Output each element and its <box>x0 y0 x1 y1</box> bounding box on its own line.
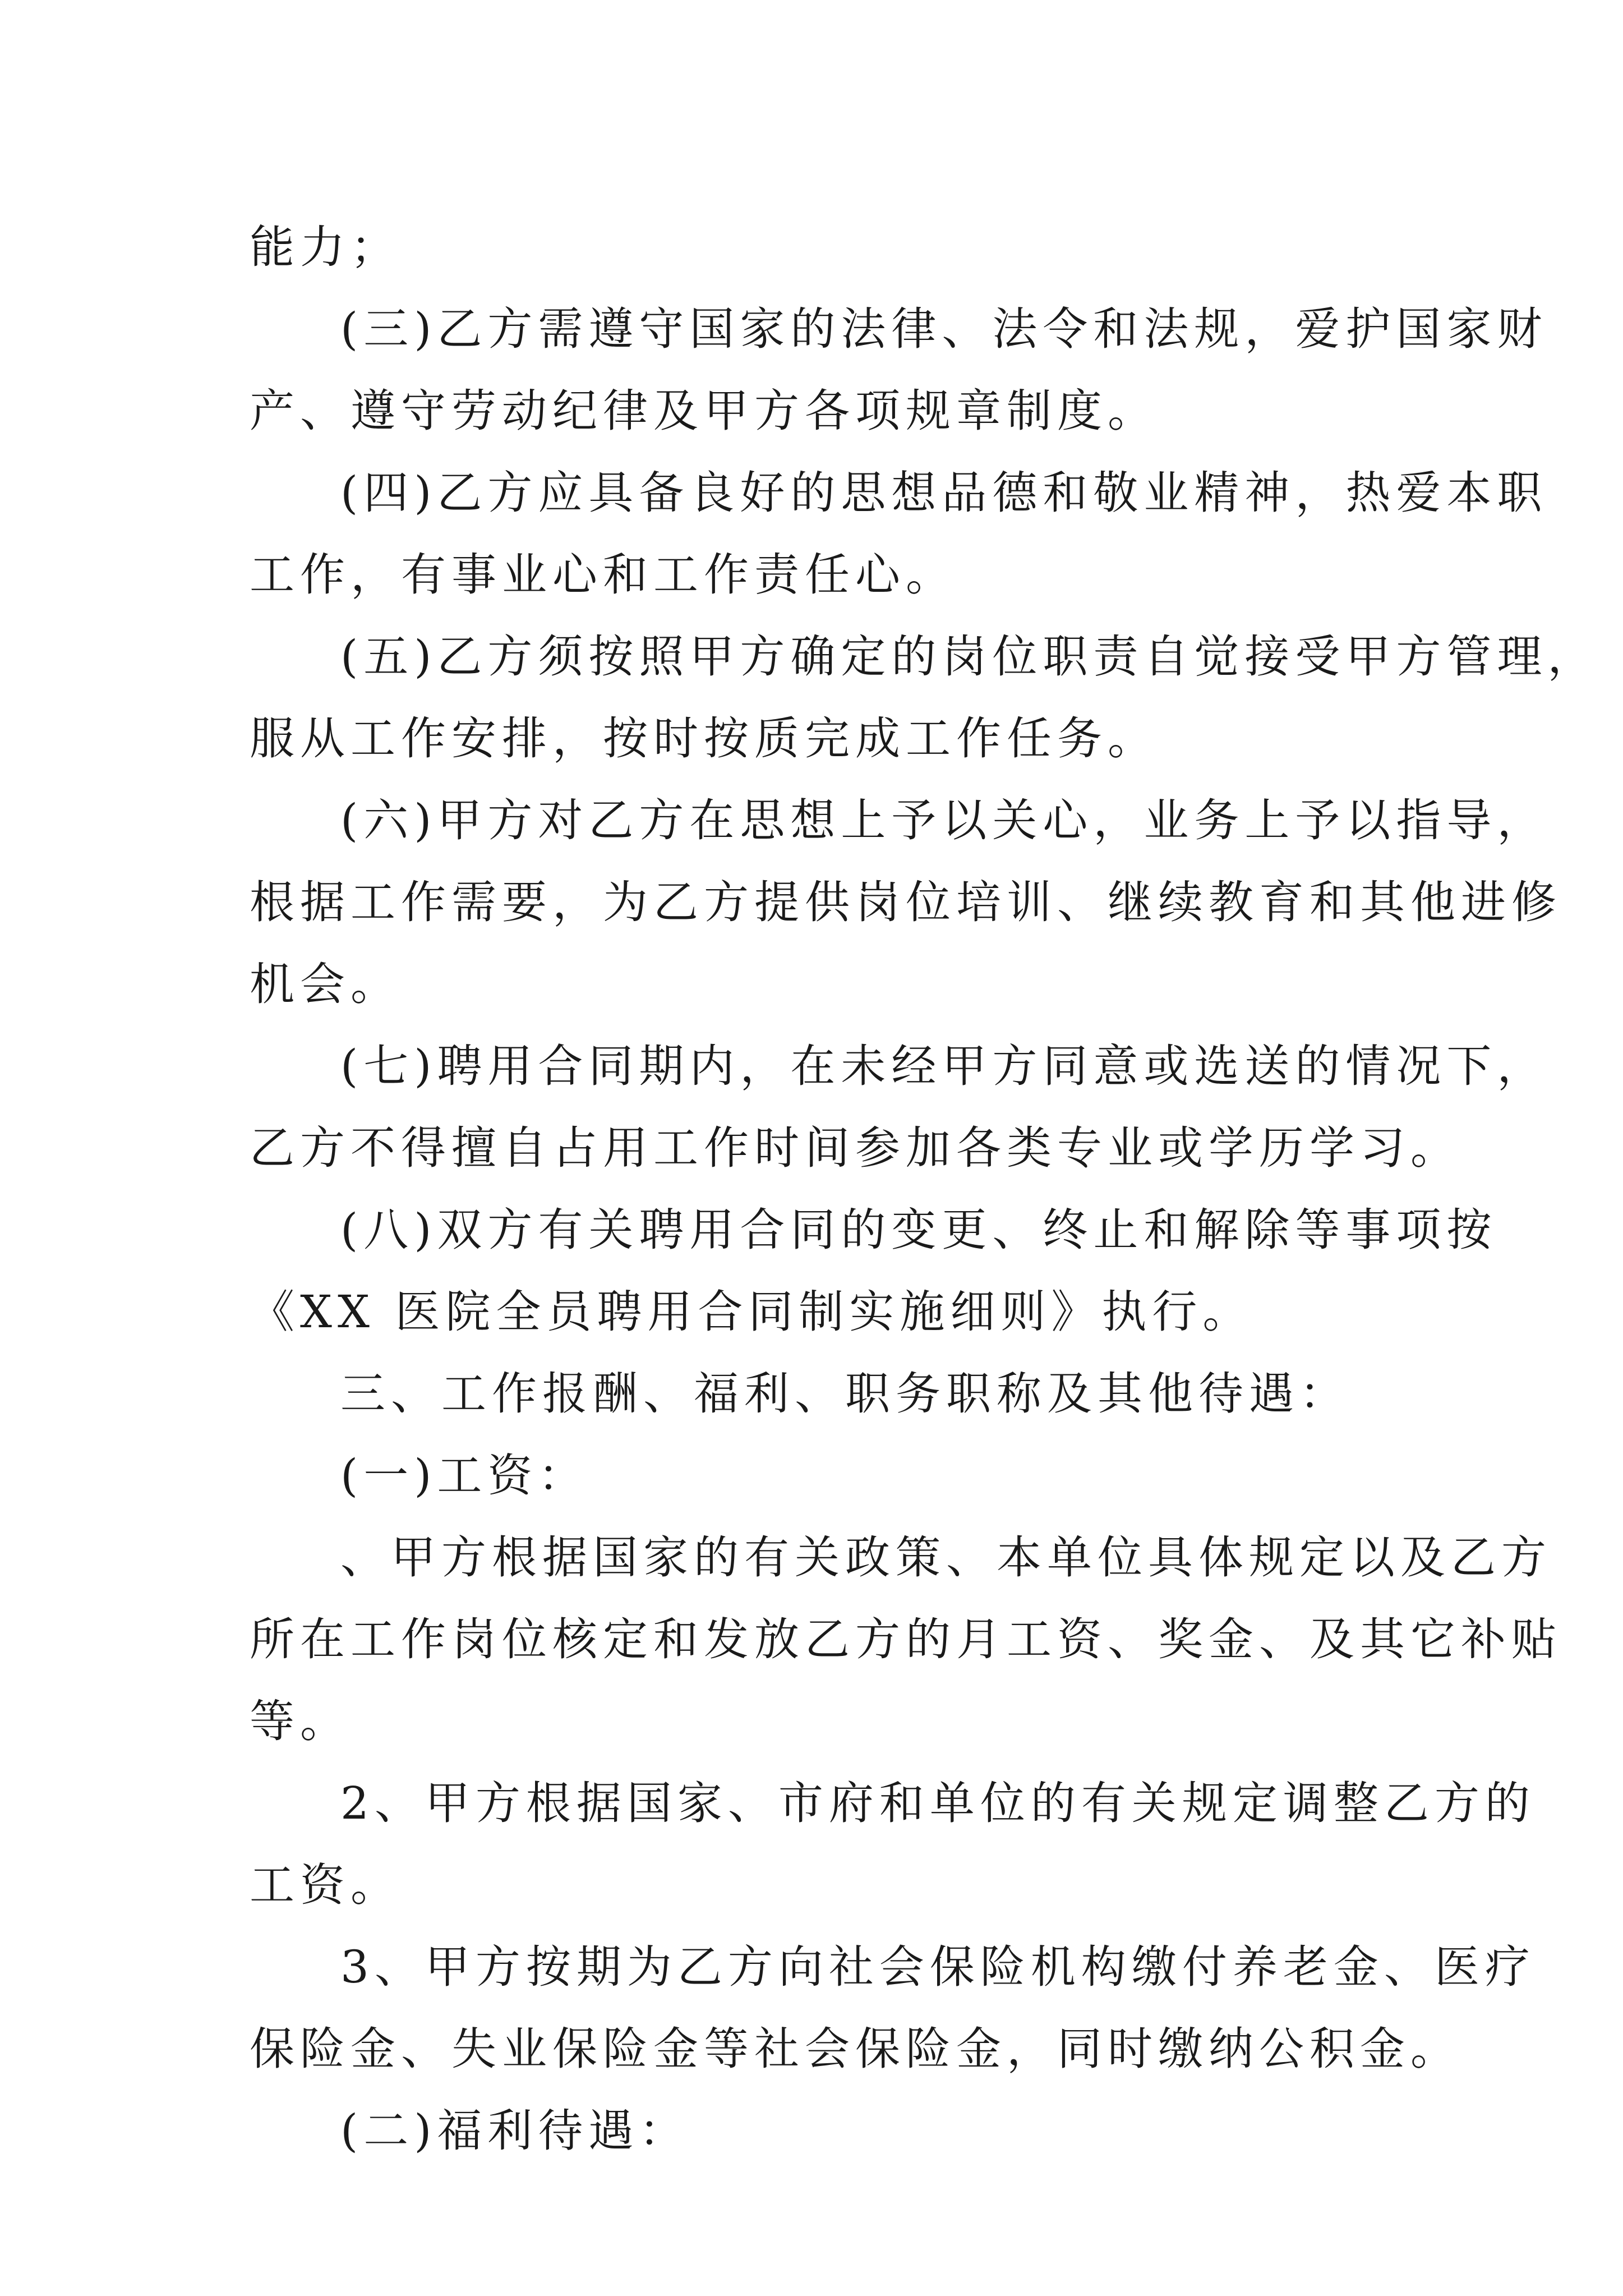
section-heading: 三、工作报酬、福利、职务职称及其他待遇： <box>340 1368 1350 1420</box>
text-line: 机会。 <box>250 958 401 1010</box>
text-line: 服从工作安排，按时按质完成工作任务。 <box>250 712 1158 765</box>
text-line: (八)双方有关聘用合同的变更、终止和解除等事项按 <box>340 1204 1497 1256</box>
text-line: 3、甲方按期为乙方向社会保险机构缴付养老金、医疗 <box>340 1941 1536 1993</box>
text-line: (七)聘用合同期内，在未经甲方同意或选送的情况下， <box>340 1040 1548 1092</box>
text-line: 能力； <box>250 221 401 273</box>
text-line: 《XX 医院全员聘用合同制实施细则》执行。 <box>250 1286 1253 1338</box>
text-line: 保险金、失业保险金等社会保险金，同时缴纳公积金。 <box>250 2023 1461 2075</box>
subsection-heading: (一)工资： <box>340 1450 589 1502</box>
subsection-heading: (二)福利待遇： <box>340 2105 690 2157</box>
text-line: 、甲方根据国家的有关政策、本单位具体规定以及乙方 <box>340 1531 1552 1584</box>
text-line: (六)甲方对乙方在思想上予以关心，业务上予以指导， <box>340 794 1548 846</box>
text-line: (三)乙方需遵守国家的法律、法令和法规，爱护国家财 <box>340 303 1548 355</box>
text-line: (四)乙方应具备良好的思想品德和敬业精神，热爱本职 <box>340 467 1548 519</box>
document-body <box>250 206 1598 2172</box>
text-line: 2、甲方根据国家、市府和单位的有关规定调整乙方的 <box>340 1777 1536 1829</box>
text-line: 根据工作需要，为乙方提供岗位培训、继续教育和其他进修 <box>250 876 1562 928</box>
text-line: 等。 <box>250 1695 351 1747</box>
text-line: 工资。 <box>250 1859 401 1911</box>
text-line: 乙方不得擅自占用工作时间参加各类专业或学历学习。 <box>250 1122 1461 1174</box>
text-line: (五)乙方须按照甲方确定的岗位职责自觉接受甲方管理， <box>340 631 1598 683</box>
text-line: 产、遵守劳动纪律及甲方各项规章制度。 <box>250 385 1158 437</box>
text-line: 工作，有事业心和工作责任心。 <box>250 549 956 601</box>
text-line: 所在工作岗位核定和发放乙方的月工资、奖金、及其它补贴 <box>250 1613 1562 1665</box>
